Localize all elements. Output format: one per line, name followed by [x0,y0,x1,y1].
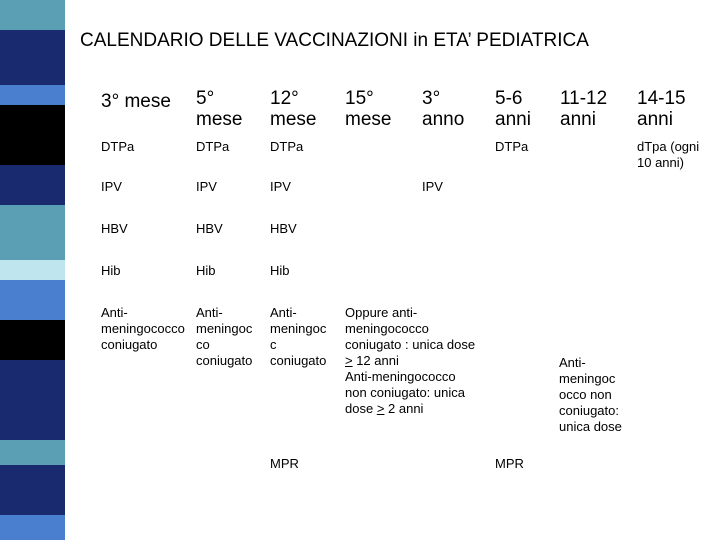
cell-line: coniugato [101,337,158,352]
stripe-block [0,360,65,440]
header-12-mese [270,88,316,130]
hib-3-mese: Hib [101,263,121,278]
stripe-block [0,0,65,30]
ipv-12-mese: IPV [270,179,291,194]
cell-line [345,401,475,417]
dtpa-14-15-anni [637,139,699,171]
stripe-block [0,440,65,465]
header-label-line1: 5° [196,88,215,109]
dtpa-12-mese: DTPa [270,139,304,154]
header-5-6-anni [495,88,531,130]
cell-line: non coniugato: unica [345,385,465,400]
hbv-5-mese: HBV [196,221,223,236]
meningo-12-mese [270,305,326,369]
hbv-12-mese: HBV [270,221,297,236]
meningo-5-mese [196,305,252,369]
header-label: 3° mese [101,91,171,112]
cell-line: coniugato [196,353,253,368]
cell-line: dTpa (ogni [637,139,700,154]
cell-line: Anti- [196,305,223,320]
header-label-line1: 11-12 [560,88,608,109]
meningo-3-mese [101,305,185,353]
ipv-3-mese: IPV [101,179,122,194]
hib-5-mese: Hib [196,263,216,278]
header-11-12-anni [560,88,607,130]
header-14-15-anni [637,88,686,130]
header-label-line2: mese [196,109,243,130]
stripe-block [0,280,65,320]
header-15-mese [345,88,391,130]
header-5-mese [196,88,242,130]
header-label-line2: mese [345,109,392,130]
dtpa-5-mese: DTPa [196,139,230,154]
header-label-line2: anni [637,109,673,130]
ipv-3-anno: IPV [422,179,443,194]
decorative-color-stripe [0,0,65,540]
header-label-line2: anni [560,109,596,130]
stripe-block [0,515,65,540]
stripe-block [0,205,65,260]
cell-line: c [270,337,277,352]
cell-line: 10 anni) [637,155,684,170]
dtpa-5-6-anni: DTPa [495,139,529,154]
cell-line: Anti-meningococco [345,369,456,384]
stripe-block [0,260,65,280]
mpr-5-6-anni: MPR [495,456,524,471]
page-title: CALENDARIO DELLE VACCINAZIONI in ETA’ PEDIATRICA [80,30,589,51]
header-3-anno [422,88,464,130]
stripe-block [0,105,65,165]
dtpa-3-mese: DTPa [101,139,135,154]
cell-text: dose [345,401,377,416]
hib-12-mese: Hib [270,263,290,278]
header-label-line1: 3° [422,88,441,109]
header-label-line2: anni [495,109,531,130]
header-label-line1: 12° [270,88,299,109]
cell-line: Anti- [101,305,128,320]
cell-line: meningoc [196,321,253,336]
meningo-15-mese [345,305,475,417]
ipv-5-mese: IPV [196,179,217,194]
meningo-11-12-anni [559,355,622,435]
cell-line: Anti- [270,305,297,320]
header-3-mese [101,91,171,112]
cell-line: meningococco [101,321,185,336]
cell-text: 2 anni [384,401,424,416]
cell-line: coniugato [270,353,327,368]
stripe-block [0,85,65,105]
stripe-block [0,465,65,515]
cell-line: co [196,337,210,352]
greater-equal-symbol: > [345,353,353,368]
stripe-block [0,30,65,85]
header-label-line1: 15° [345,88,374,109]
cell-line: Oppure anti- [345,305,418,320]
mpr-12-mese: MPR [270,456,299,471]
cell-line: occo non [559,387,612,402]
stripe-block [0,320,65,360]
cell-line: Anti- [559,355,586,370]
greater-equal-symbol: > [376,401,385,416]
cell-line: coniugato: [559,403,619,418]
header-label-line1: 14-15 [637,88,686,109]
cell-line: unica dose [559,419,622,434]
header-label-line1: 5-6 [495,88,523,109]
header-label-line2: anno [422,109,465,130]
hbv-3-mese: HBV [101,221,128,236]
cell-line: coniugato : unica dose [345,337,476,352]
cell-text: 12 anni [352,353,399,368]
header-label-line2: mese [270,109,317,130]
stripe-block [0,165,65,205]
cell-line: meningococco [345,321,429,336]
cell-line: meningoc [270,321,327,336]
cell-line [345,353,475,369]
cell-line: meningoc [559,371,616,386]
